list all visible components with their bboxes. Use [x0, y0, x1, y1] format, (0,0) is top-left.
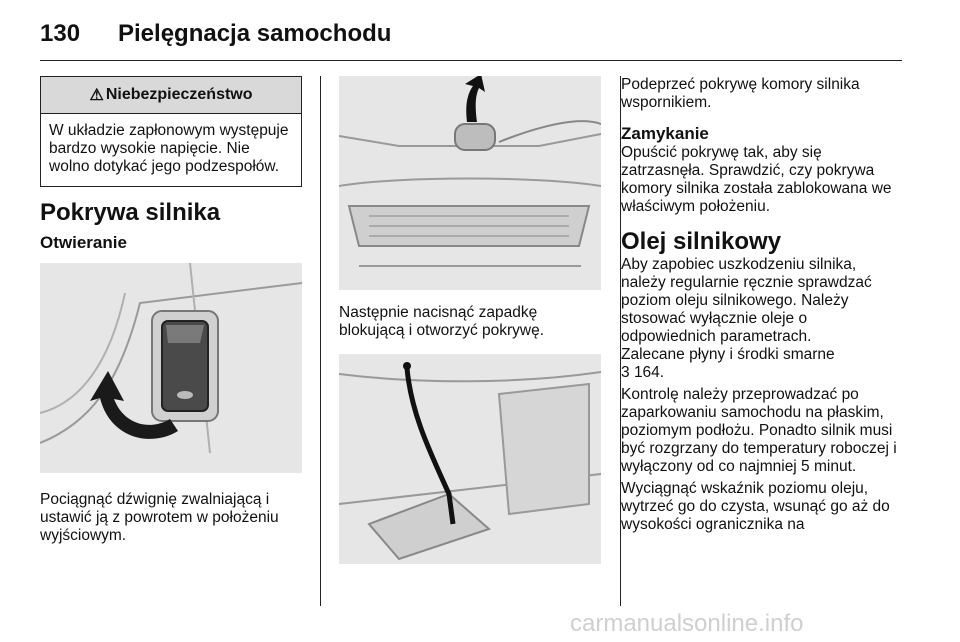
engine-oil-paragraph-1: Aby zapobiec uszkodzeniu silnika, należy regularnie ręcznie sprawdzać poziom oleju silnikowego. Należy stosować wyłącznie oleje o odpowiednich parametrach. — [621, 256, 872, 345]
bonnet-prop-rod-illustration — [339, 354, 601, 564]
figure-caption-bonnet-latch: Następnie nacisnąć zapadkę blokującą i otworzyć pokrywę. — [339, 304, 545, 339]
release-lever-illustration — [40, 263, 302, 473]
chapter-title: Pielęgnacja samochodu — [118, 20, 392, 47]
page-reference — [621, 364, 905, 382]
page-reference-icon: 3 — [621, 364, 630, 381]
page-header — [40, 14, 391, 54]
subheading-opening: Otwieranie — [40, 233, 127, 252]
page-number: 130 — [40, 20, 81, 47]
prop-bonnet-text: Podeprzeć pokrywę komory silnika wspornikiem. — [621, 76, 860, 111]
subheading-closing: Zamykanie — [621, 124, 709, 143]
section-title-bonnet: Pokrywa silnika — [40, 199, 221, 226]
warning-body — [41, 114, 301, 186]
section-title-engine-oil: Olej silnikowy — [621, 228, 782, 255]
warning-text: W układzie zapłonowym występuje bardzo wysokie napięcie. Nie wolno dotykać jego podzespołów. — [49, 122, 289, 175]
middle-column — [339, 76, 601, 564]
bonnet-latch-illustration — [339, 76, 601, 290]
warning-box — [40, 76, 302, 187]
warning-title: Niebezpieczeństwo — [105, 86, 253, 103]
engine-oil-paragraph-3: Wyciągnąć wskaźnik poziomu oleju, wytrzeć go do czysta, wsunąć go aż do wysokości ogranicznika na — [621, 480, 890, 533]
header-rule — [40, 60, 902, 61]
closing-text: Opuścić pokrywę tak, aby się zatrzasnęła. Sprawdzić, czy pokrywa komory silnika została zablokowana we właściwym położeniu. — [621, 144, 892, 215]
watermark: carmanualsonline.info — [570, 610, 804, 637]
right-column — [621, 76, 905, 534]
engine-oil-paragraph-2: Kontrolę należy przeprowadzać po zaparkowaniu samochodu na płaskim, poziomym podłożu. Ponadto silnik musi być rozgrzany do temperatury roboczej i wyłączony od co najmniej 5 minut. — [621, 386, 897, 475]
warning-triangle-icon: ⚠ — [89, 87, 104, 104]
page-reference-number: 164. — [633, 364, 665, 381]
column-divider-left — [320, 76, 321, 606]
figure-caption-release-lever: Pociągnąć dźwignię zwalniającą i ustawić ją z powrotem w położeniu wyjściowym. — [40, 491, 279, 544]
fluids-reference-label: Zalecane płyny i środki smarne — [621, 346, 835, 363]
warning-header — [41, 77, 301, 114]
left-column — [40, 76, 302, 545]
